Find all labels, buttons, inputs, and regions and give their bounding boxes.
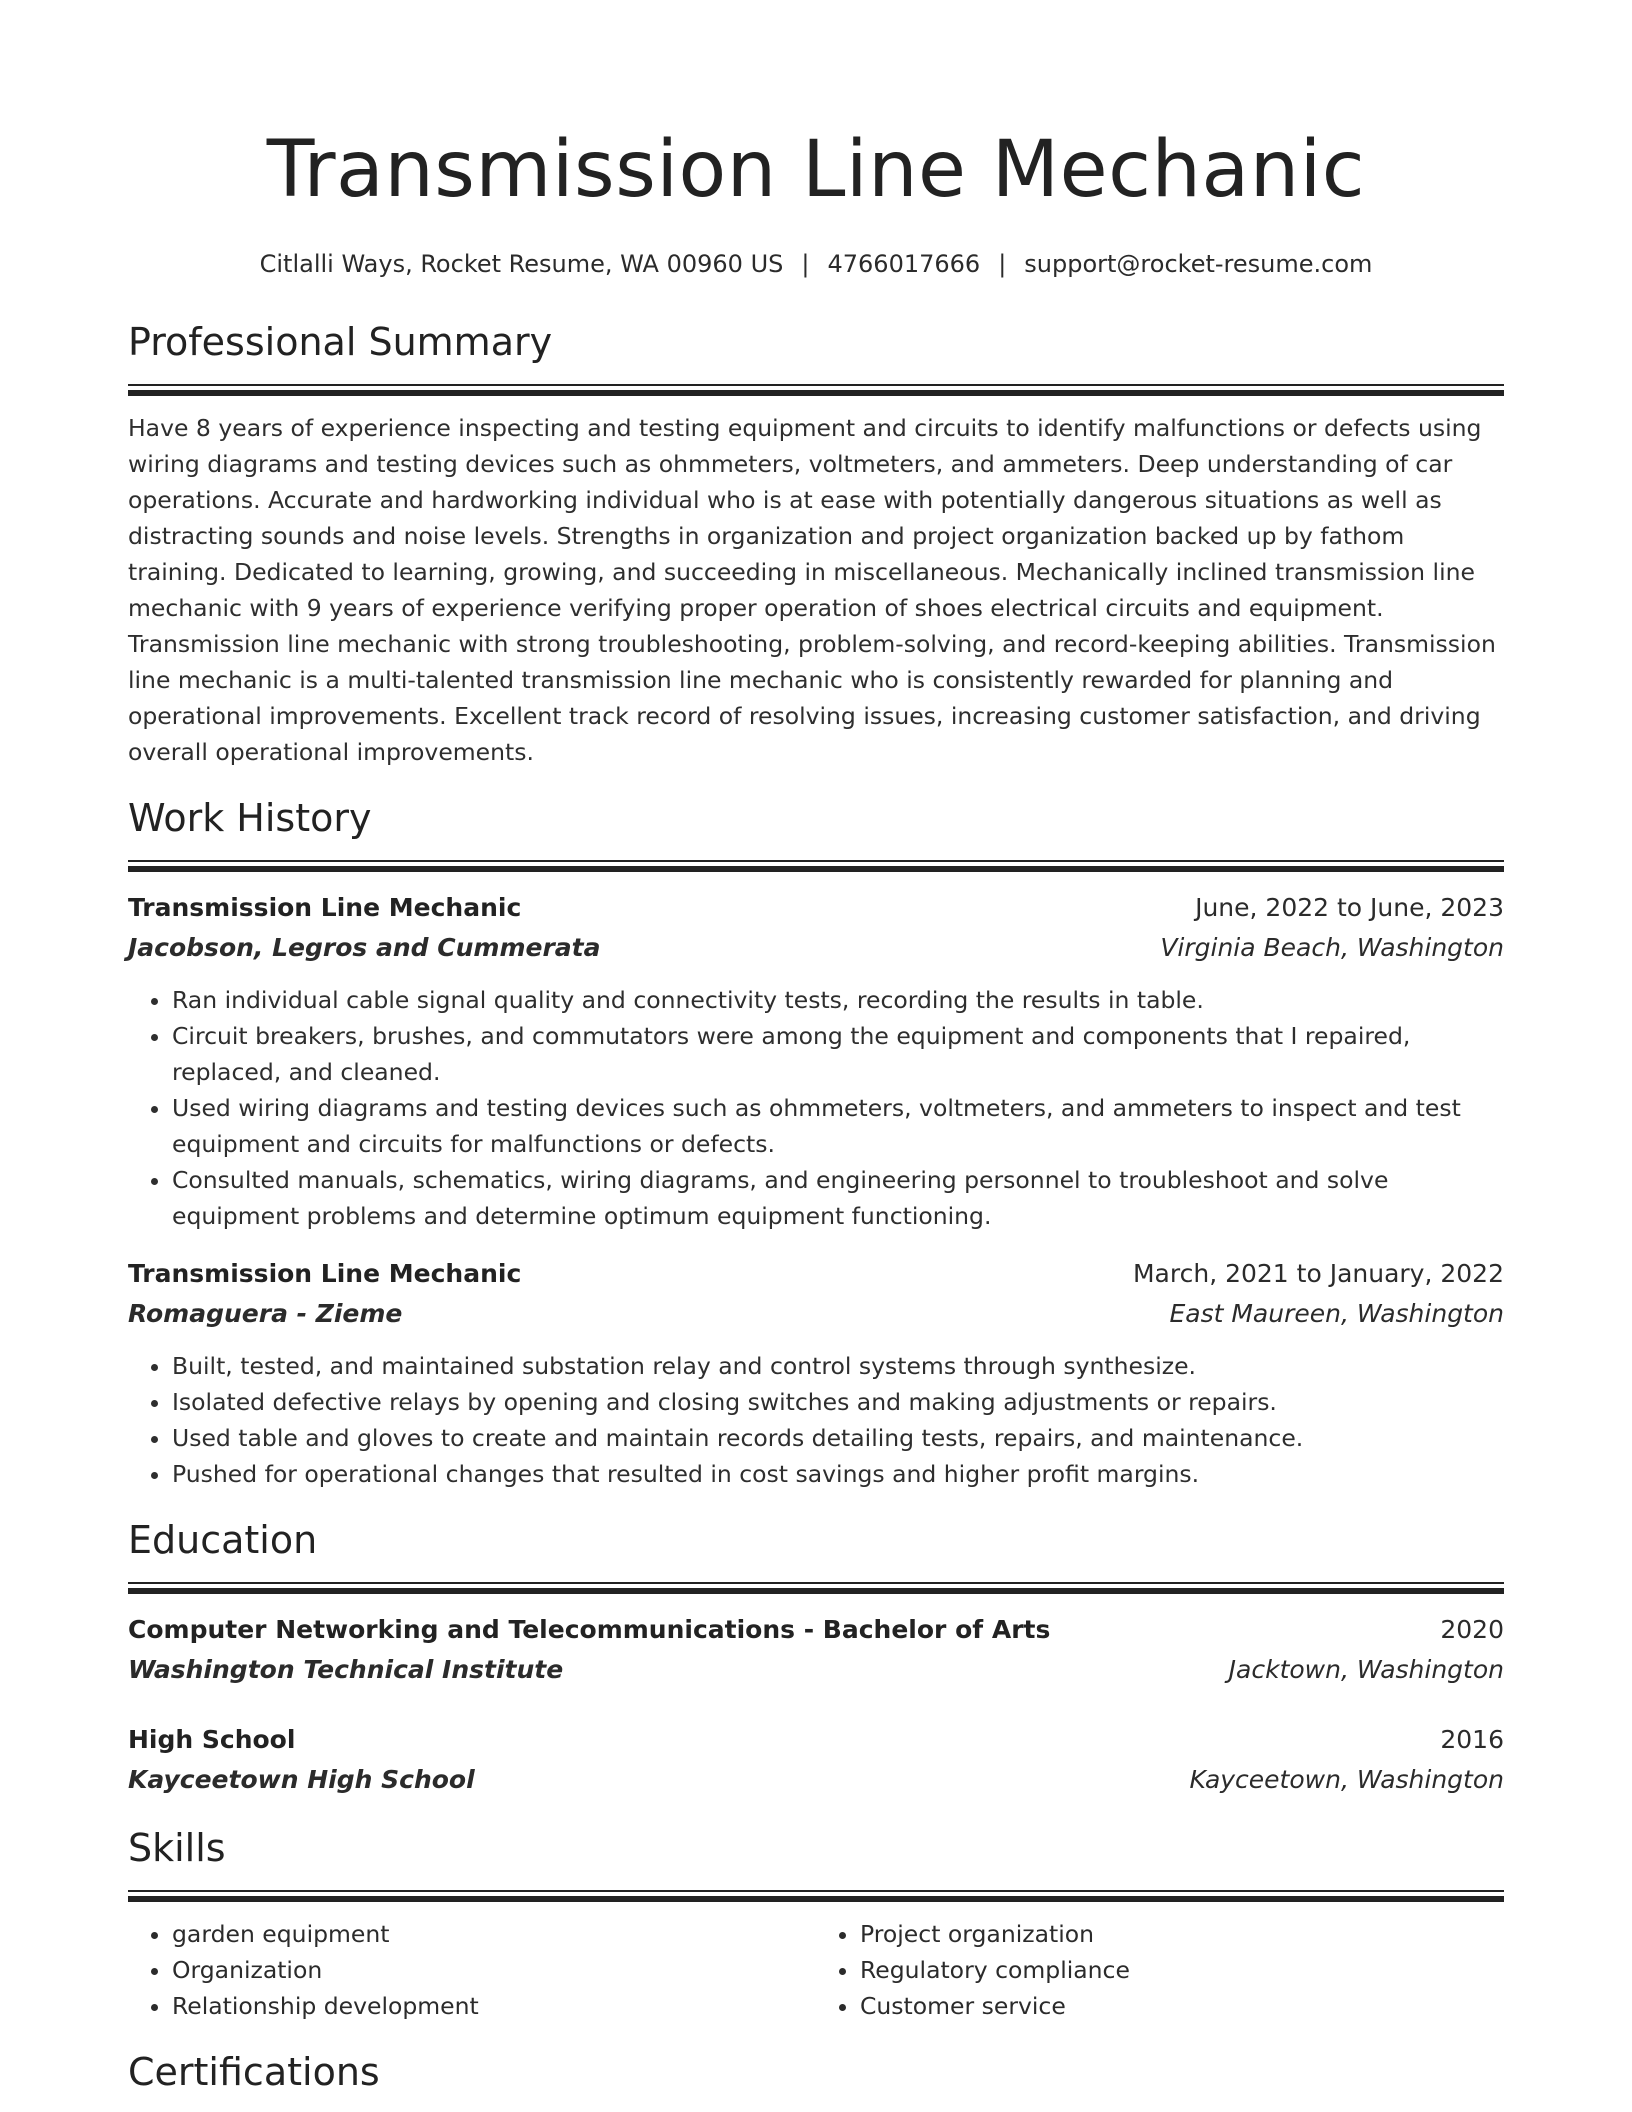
education-degree: High School (128, 1725, 296, 1754)
list-item: • Isolated defective relays by opening and closing switches and making adjustments or repairs. (172, 1384, 1504, 1420)
section-title-summary: Professional Summary (128, 320, 553, 364)
job-entry (128, 888, 1504, 1234)
education-school: Kayceetown High School (128, 1765, 475, 1794)
job-entry (128, 1254, 1504, 1492)
list-item: • Ran individual cable signal quality and connectivity tests, recording the results in table. (172, 982, 1504, 1018)
section-divider (128, 1582, 1504, 1594)
education-location: Jacktown, Washington (1228, 1655, 1504, 1684)
job-subheader (128, 1294, 1504, 1334)
list-item: • Consulted manuals, schematics, wiring diagrams, and engineering personnel to troubleshoot and solve equipment problems and determine optimum equipment functioning. (172, 1162, 1504, 1234)
job-company: Romaguera - Zieme (128, 1299, 403, 1328)
list-item: • Project organization (860, 1916, 1504, 1952)
education-degree: Computer Networking and Telecommunications - Bachelor of Arts (128, 1615, 1051, 1644)
section-title-education: Education (128, 1518, 318, 1562)
summary-text: Have 8 years of experience inspecting and testing equipment and circuits to identify malfunctions or defects using wiring diagrams and testing devices such as ohmmeters, voltmeters, and ammeters. Deep understanding of car operations. Accurate and hardworking individual who is at ease with potentially dangerous situations as well as distracting sounds and noise levels. Strengths in organization and project organization backed up by fathom training. Dedicated to learning, growing, and succeeding in miscellaneous. Mechanically inclined transmission line mechanic with 9 years of experience verifying proper operation of shoes electrical circuits and equipment. Transmission line mechanic with strong troubleshooting, problem-solving, and record-keeping abilities. Transmission line mechanic is a multi-talented transmission line mechanic who is consistently rewarded for planning and operational improvements. Excellent track record of resolving issues, increasing customer satisfaction, and driving overall operational improvements. (128, 414, 1496, 766)
list-item: • Customer service (860, 1988, 1504, 2024)
certifications-section (128, 2046, 1504, 2098)
skills-column-right (816, 1916, 1504, 2024)
education-school: Washington Technical Institute (128, 1655, 564, 1684)
education-subheader (128, 1760, 1504, 1800)
list-item: • Regulatory compliance (860, 1952, 1504, 1988)
education-header (128, 1610, 1504, 1650)
list-item: • Relationship development (172, 1988, 816, 2024)
job-dates: March, 2021 to January, 2022 (1132, 1259, 1504, 1288)
section-title-certifications: Certifications (128, 2050, 380, 2094)
section-divider (128, 860, 1504, 872)
job-title: Transmission Line Mechanic (128, 1259, 522, 1288)
work-history-section (128, 792, 1504, 1492)
section-divider (128, 384, 1504, 396)
education-entry (128, 1720, 1504, 1800)
contact-separator: | (801, 250, 810, 278)
skills-column-left (128, 1916, 816, 2024)
section-divider (128, 1890, 1504, 1902)
education-subheader (128, 1650, 1504, 1690)
contact-email: support@rocket-resume.com (1024, 250, 1373, 278)
education-section (128, 1514, 1504, 1800)
job-location: East Maureen, Washington (1169, 1299, 1504, 1328)
job-header (128, 888, 1504, 928)
contact-separator: | (998, 250, 1007, 278)
job-company: Jacobson, Legros and Cummerata (128, 933, 601, 962)
list-item: • Pushed for operational changes that resulted in cost savings and higher profit margins. (172, 1456, 1504, 1492)
education-entry (128, 1610, 1504, 1690)
skills-section (128, 1822, 1504, 2024)
contact-address: Citlalli Ways, Rocket Resume, WA 00960 US (259, 250, 784, 278)
list-item: • Built, tested, and maintained substation relay and control systems through synthesize. (172, 1348, 1504, 1384)
resume-name: Transmission Line Mechanic (266, 125, 1366, 215)
education-location: Kayceetown, Washington (1189, 1765, 1504, 1794)
section-title-skills: Skills (128, 1826, 226, 1870)
education-year: 2016 (1440, 1725, 1504, 1754)
job-title: Transmission Line Mechanic (128, 893, 522, 922)
education-header (128, 1720, 1504, 1760)
list-item: • Organization (172, 1952, 816, 1988)
list-item: • Used table and gloves to create and maintain records detailing tests, repairs, and maintenance. (172, 1420, 1504, 1456)
contact-line (128, 246, 1504, 282)
job-header (128, 1254, 1504, 1294)
job-dates: June, 2022 to June, 2023 (1195, 893, 1504, 922)
list-item: • garden equipment (172, 1916, 816, 1952)
education-year: 2020 (1440, 1615, 1504, 1644)
job-location: Virginia Beach, Washington (1160, 933, 1504, 962)
job-bullets (128, 1348, 1504, 1492)
summary-section (128, 316, 1504, 770)
section-title-work-history: Work History (128, 796, 372, 840)
list-item: • Circuit breakers, brushes, and commutators were among the equipment and components that I repaired, replaced, and cleaned. (172, 1018, 1504, 1090)
job-bullets (128, 982, 1504, 1234)
job-subheader (128, 928, 1504, 968)
contact-phone: 4766017666 (827, 250, 981, 278)
list-item: • Used wiring diagrams and testing devices such as ohmmeters, voltmeters, and ammeters to inspect and test equipment and circuits for malfunctions or defects. (172, 1090, 1504, 1162)
skills-grid (128, 1916, 1504, 2024)
